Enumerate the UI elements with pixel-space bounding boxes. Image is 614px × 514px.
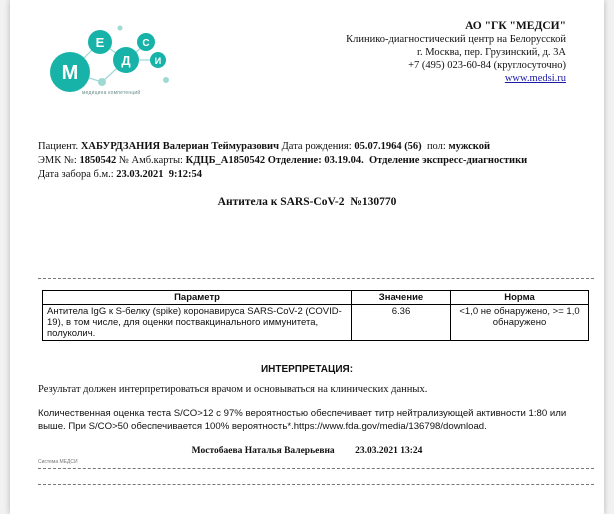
org-phone: +7 (495) 023-60-84 (круглосуточно) — [408, 60, 566, 71]
norm-cell: <1,0 не обнаружено, >= 1,0 обнаружено — [451, 305, 589, 341]
patient-info — [38, 140, 598, 182]
amb-value: КДЦБ_А1850542 — [185, 155, 266, 166]
org-website-link[interactable]: www.medsi.ru — [504, 73, 566, 84]
logo-letter: Д — [121, 53, 131, 68]
interpretation-note: Количественная оценка теста S/CO>12 с 97% вероятностью обеспечивает титр нейтрализующей активности 1:80 или выше. При S/CO>50 обеспечивается 100% вероятность*.https://www.fda.gov/media/136798/download. — [38, 408, 567, 432]
org-address: г. Москва, пер. Грузинский, д. 3А — [416, 47, 566, 58]
organization-header — [346, 20, 566, 85]
report-page — [10, 0, 604, 514]
emk-value: 1850542 — [79, 155, 117, 166]
logo-letter: Е — [95, 35, 105, 50]
sample-date-label: Дата забора б.м.: — [38, 169, 114, 180]
emk-label: ЭМК №: — [38, 155, 77, 166]
param-cell: Антитела IgG к S-белку (spike) коронавируса SARS-CoV-2 (COVID-19), в том числе, для оценки поствакцинального иммунитета, полуколич. — [43, 305, 352, 341]
dept-label: Отделение: — [267, 155, 322, 166]
system-note: Система МЕДСИ — [38, 459, 78, 465]
footer-line — [38, 468, 594, 469]
interpretation-heading: ИНТЕРПРЕТАЦИЯ: — [260, 364, 354, 375]
logo-letter: И — [154, 56, 162, 66]
patient-name: ХАБУРДЗАНИЯ Валериан Теймуразович — [80, 141, 280, 152]
table-header-row — [43, 291, 589, 305]
table-row — [43, 305, 589, 341]
logo-letter: С — [142, 38, 150, 49]
sex-value: мужской — [448, 141, 491, 152]
dob-label: Дата рождения: — [281, 141, 352, 152]
dept-value: 03.19.04. — [324, 155, 364, 166]
interpretation-text: Результат должен интерпретироваться врачом и основываться на клинических данных. — [38, 384, 428, 395]
signature — [10, 446, 604, 456]
sex-label: пол: — [426, 141, 446, 152]
medsi-logo — [48, 22, 178, 100]
signature-datetime: 23.03.2021 13:24 — [355, 446, 423, 456]
results-table — [42, 290, 589, 341]
patient-label: Пациент. — [38, 141, 79, 152]
footer-line — [38, 484, 594, 485]
org-name: АО "ГК "МЕДСИ" — [465, 20, 566, 32]
org-subtitle: Клинико-диагностический центр на Белорусской — [346, 34, 566, 45]
sample-time: 9:12:54 — [168, 169, 203, 180]
test-title: Антитела к SARS-CoV-2 №130770 — [217, 196, 397, 208]
column-header: Значение — [352, 291, 451, 305]
logo-caption: медицина компетенций — [82, 90, 141, 96]
amb-label: № Амб.карты: — [118, 155, 183, 166]
dept-name: Отделение экспресс-диагностики — [368, 155, 528, 166]
doctor-name: Мостобаева Наталья Валерьевна — [191, 446, 335, 456]
column-header: Норма — [451, 291, 589, 305]
separator-line — [38, 278, 594, 279]
column-header: Параметр — [43, 291, 352, 305]
dob-value: 05.07.1964 (56) — [354, 141, 422, 152]
logo-letter: М — [61, 62, 79, 84]
value-cell: 6.36 — [352, 305, 451, 341]
sample-date: 23.03.2021 — [116, 169, 164, 180]
